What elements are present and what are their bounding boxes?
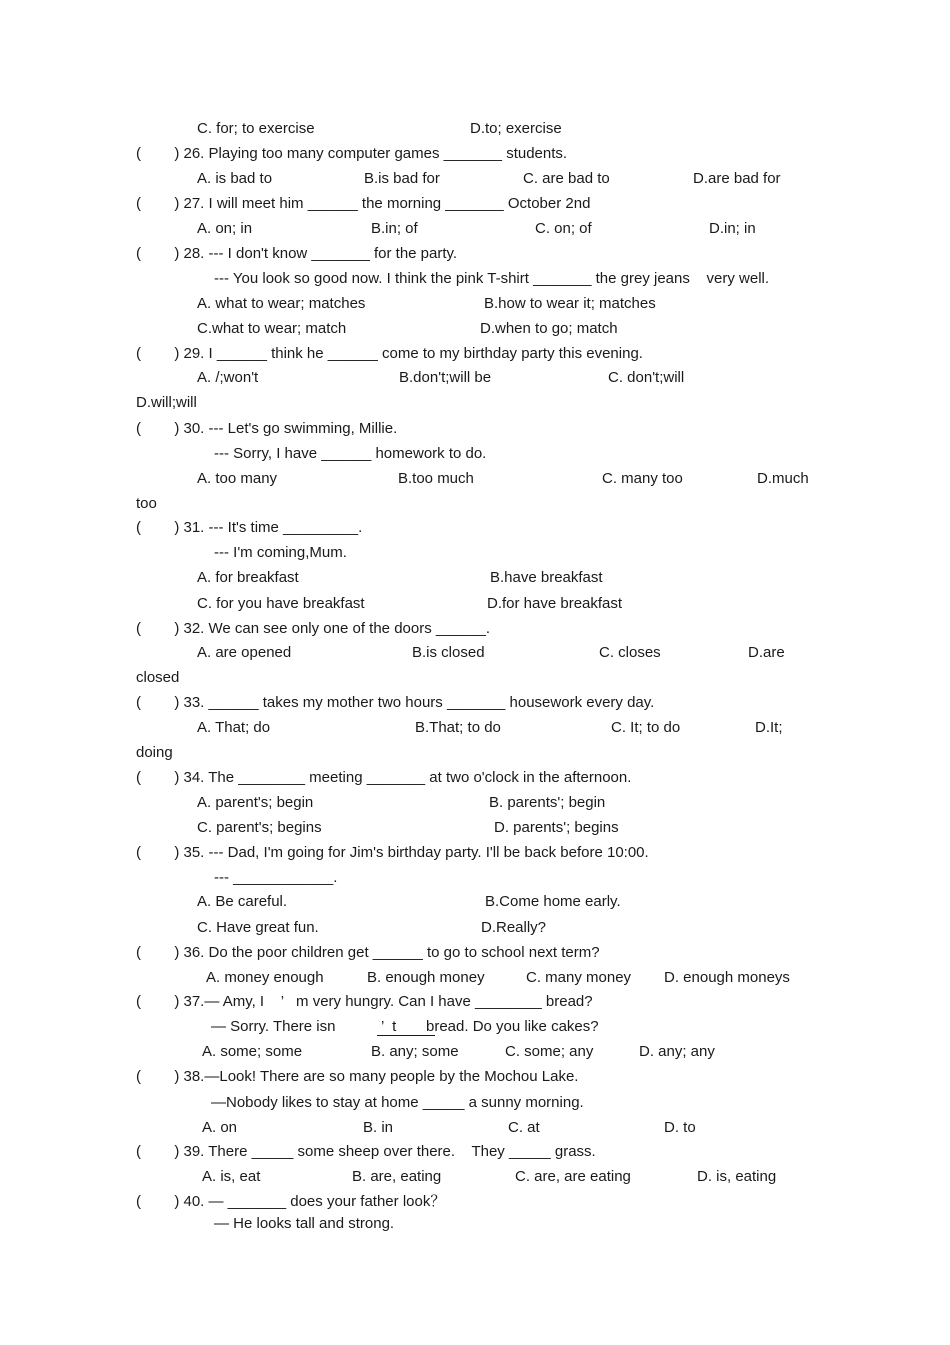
option: D. enough moneys bbox=[664, 969, 790, 986]
option: C. parent's; begins bbox=[197, 819, 322, 836]
option: B.how to wear it; matches bbox=[484, 295, 656, 312]
option: C. are, are eating bbox=[515, 1168, 631, 1185]
option: B.Come home early. bbox=[485, 893, 621, 910]
question-line: ( ) 35. --- Dad, I'm going for Jim's birthday party. I'll be back before 10:00. bbox=[136, 844, 649, 861]
question-line: ( ) 36. Do the poor children get ______ to go to school next term? bbox=[136, 944, 600, 961]
question-line: ( ) 30. --- Let's go swimming, Millie. bbox=[136, 420, 398, 437]
option: C. don't;will bbox=[608, 369, 685, 386]
option: D.in; in bbox=[709, 220, 756, 237]
option: C. It; to do bbox=[611, 719, 681, 736]
option: D.are bbox=[748, 644, 785, 661]
question-line: ( ) 32. We can see only one of the doors ______. bbox=[136, 620, 491, 637]
option: B.in; of bbox=[371, 220, 418, 237]
option: C. on; of bbox=[535, 220, 592, 237]
option: B. enough money bbox=[367, 969, 485, 986]
option: B. are, eating bbox=[352, 1168, 442, 1185]
question-line: ( ) 29. I ______ think he ______ come to my birthday party this evening. bbox=[136, 345, 643, 362]
option: B. in bbox=[363, 1119, 394, 1136]
option: A. for breakfast bbox=[197, 569, 299, 586]
option: A. Be careful. bbox=[197, 893, 288, 910]
option: D. to bbox=[664, 1119, 696, 1136]
option: A. is, eat bbox=[202, 1168, 261, 1185]
text-line: ’ t bbox=[381, 1018, 397, 1035]
option: D. any; any bbox=[639, 1043, 715, 1060]
question-line: ( ) 33. ______ takes my mother two hours _______ housework every day. bbox=[136, 694, 655, 711]
option: C. at bbox=[508, 1119, 540, 1136]
option: C. many money bbox=[526, 969, 632, 986]
option: A. /;won't bbox=[197, 369, 259, 386]
question-line: ( ) 31. --- It's time _________. bbox=[136, 519, 363, 536]
option: D.are bad for bbox=[693, 170, 781, 187]
option: C. Have great fun. bbox=[197, 919, 319, 936]
question-line: ( ) 39. There _____ some sheep over there. They _____ grass. bbox=[136, 1143, 596, 1160]
option: A. some; some bbox=[202, 1043, 303, 1060]
question-line: ( ) 26. Playing too many computer games _______ students. bbox=[136, 145, 568, 162]
text-line: --- Sorry, I have ______ homework to do. bbox=[214, 445, 487, 462]
option: D.It; bbox=[755, 719, 783, 736]
option: D. parents'; begins bbox=[494, 819, 619, 836]
option: D. is, eating bbox=[697, 1168, 777, 1185]
text-line: bread. Do you like cakes? bbox=[426, 1018, 599, 1035]
text-line: — Sorry. There isn bbox=[211, 1018, 336, 1035]
option: B. parents'; begin bbox=[489, 794, 606, 811]
question-line: ( ) 38.—Look! There are so many people by the Mochou Lake. bbox=[136, 1068, 579, 1085]
option: B.have breakfast bbox=[490, 569, 603, 586]
option: A. That; do bbox=[197, 719, 271, 736]
option: C. are bad to bbox=[523, 170, 610, 187]
option: B.too much bbox=[398, 470, 474, 487]
option: B.That; to do bbox=[415, 719, 501, 736]
option: B.is closed bbox=[412, 644, 485, 661]
text-line: — He looks tall and strong. bbox=[214, 1215, 395, 1232]
text-line: --- I'm coming,Mum. bbox=[214, 544, 347, 561]
question-line: ( ) 28. --- I don't know _______ for the party. bbox=[136, 245, 458, 262]
option: D.Really? bbox=[481, 919, 547, 936]
option: closed bbox=[136, 669, 180, 686]
option: C. some; any bbox=[505, 1043, 594, 1060]
text-line: C. for; to exercise bbox=[197, 120, 315, 137]
option: B. any; some bbox=[371, 1043, 459, 1060]
option: A. parent's; begin bbox=[197, 794, 314, 811]
text-line: —Nobody likes to stay at home _____ a sunny morning. bbox=[211, 1094, 584, 1111]
option: C. many too bbox=[602, 470, 683, 487]
option: B.is bad for bbox=[364, 170, 440, 187]
option: too bbox=[136, 495, 157, 512]
question-line: ( ) 27. I will meet him ______ the morning _______ October 2nd bbox=[136, 195, 591, 212]
option: C. closes bbox=[599, 644, 661, 661]
option: C. for you have breakfast bbox=[197, 595, 365, 612]
option: B.don't;will be bbox=[399, 369, 492, 386]
option: D.much bbox=[757, 470, 809, 487]
option: C.what to wear; match bbox=[197, 320, 347, 337]
option: A. what to wear; matches bbox=[197, 295, 366, 312]
option: A. money enough bbox=[206, 969, 324, 986]
text-line: D.to; exercise bbox=[470, 120, 562, 137]
question-line: ( ) 34. The ________ meeting _______ at two o'clock in the afternoon. bbox=[136, 769, 632, 786]
text-line: --- ____________. bbox=[214, 869, 338, 886]
option: A. on; in bbox=[197, 220, 253, 237]
question-line: ( ) 40. — _______ does your father look？ bbox=[136, 1193, 446, 1210]
option: A. on bbox=[202, 1119, 238, 1136]
option: A. is bad to bbox=[197, 170, 273, 187]
option: D.will;will bbox=[136, 394, 197, 411]
option: D.when to go; match bbox=[480, 320, 618, 337]
option: A. are opened bbox=[197, 644, 292, 661]
text-line: --- You look so good now. I think the pink T-shirt _______ the grey jeans very well. bbox=[214, 270, 770, 287]
question-line: ( ) 37.— Amy, I ’ m very hungry. Can I have ________ bread? bbox=[136, 993, 593, 1010]
option: doing bbox=[136, 744, 173, 761]
option: A. too many bbox=[197, 470, 278, 487]
option: D.for have breakfast bbox=[487, 595, 623, 612]
